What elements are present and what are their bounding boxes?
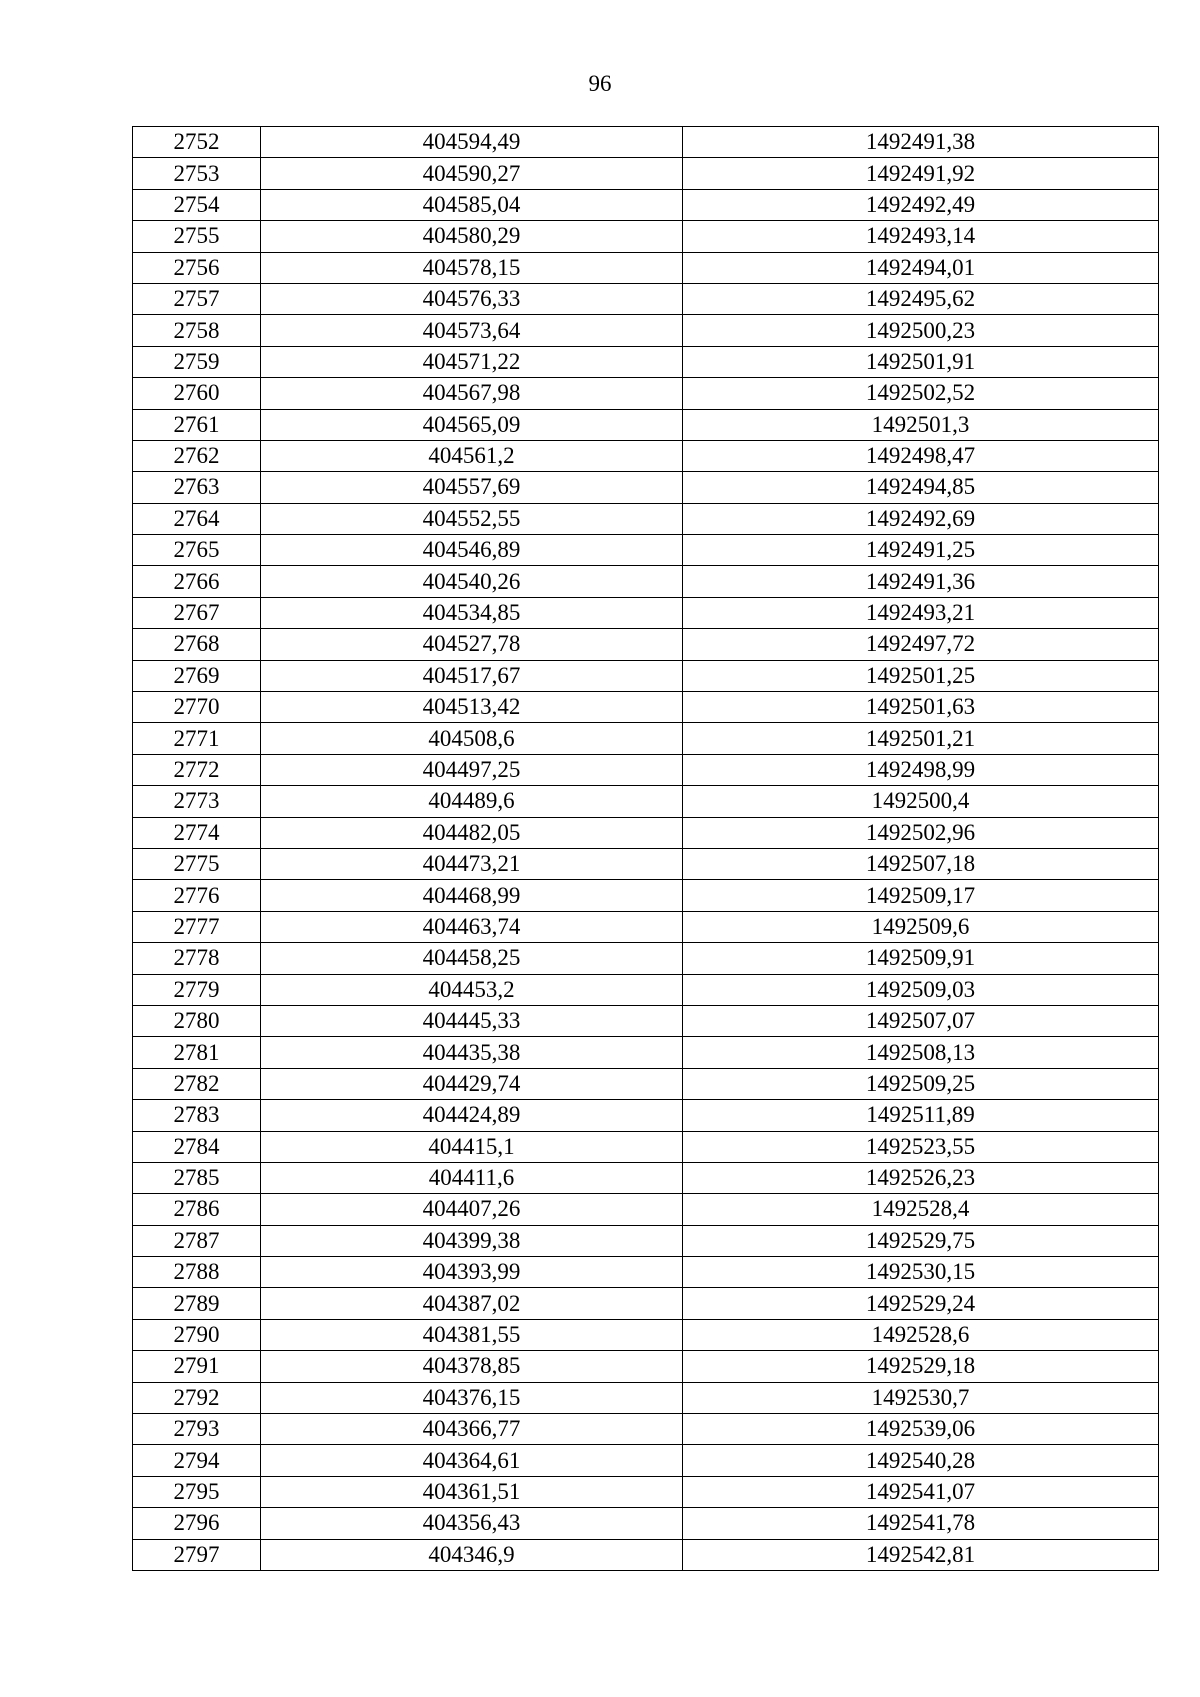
y-coordinate-cell: 1492511,89: [683, 1100, 1159, 1131]
y-coordinate-cell: 1492523,55: [683, 1131, 1159, 1162]
x-coordinate-cell: 404463,74: [261, 911, 683, 942]
table-row: [133, 252, 1159, 283]
point-number-cell: 2794: [133, 1445, 261, 1476]
table-row: [133, 754, 1159, 785]
point-number-cell: 2752: [133, 127, 261, 158]
y-coordinate-cell: 1492501,91: [683, 346, 1159, 377]
y-coordinate-cell: 1492492,49: [683, 189, 1159, 220]
table-row: [133, 378, 1159, 409]
point-number-cell: 2782: [133, 1068, 261, 1099]
table-row: [133, 1257, 1159, 1288]
table-row: [133, 409, 1159, 440]
point-number-cell: 2756: [133, 252, 261, 283]
table-row: [133, 1414, 1159, 1445]
table-row: [133, 692, 1159, 723]
table-row: [133, 221, 1159, 252]
point-number-cell: 2792: [133, 1382, 261, 1413]
point-number-cell: 2755: [133, 221, 261, 252]
x-coordinate-cell: 404585,04: [261, 189, 683, 220]
x-coordinate-cell: 404534,85: [261, 597, 683, 628]
x-coordinate-cell: 404453,2: [261, 974, 683, 1005]
table-row: [133, 1131, 1159, 1162]
x-coordinate-cell: 404513,42: [261, 692, 683, 723]
x-coordinate-cell: 404366,77: [261, 1414, 683, 1445]
y-coordinate-cell: 1492494,01: [683, 252, 1159, 283]
x-coordinate-cell: 404407,26: [261, 1194, 683, 1225]
table-row: [133, 1037, 1159, 1068]
table-row: [133, 1005, 1159, 1036]
x-coordinate-cell: 404557,69: [261, 472, 683, 503]
x-coordinate-cell: 404580,29: [261, 221, 683, 252]
table-row: [133, 1351, 1159, 1382]
x-coordinate-cell: 404497,25: [261, 754, 683, 785]
table-row: [133, 597, 1159, 628]
table-row: [133, 158, 1159, 189]
point-number-cell: 2770: [133, 692, 261, 723]
x-coordinate-cell: 404468,99: [261, 880, 683, 911]
y-coordinate-cell: 1492507,18: [683, 848, 1159, 879]
y-coordinate-cell: 1492507,07: [683, 1005, 1159, 1036]
table-row: [133, 817, 1159, 848]
x-coordinate-cell: 404482,05: [261, 817, 683, 848]
point-number-cell: 2774: [133, 817, 261, 848]
point-number-cell: 2766: [133, 566, 261, 597]
y-coordinate-cell: 1492491,38: [683, 127, 1159, 158]
x-coordinate-cell: 404435,38: [261, 1037, 683, 1068]
x-coordinate-cell: 404552,55: [261, 503, 683, 534]
x-coordinate-cell: 404387,02: [261, 1288, 683, 1319]
x-coordinate-cell: 404378,85: [261, 1351, 683, 1382]
point-number-cell: 2773: [133, 786, 261, 817]
point-number-cell: 2777: [133, 911, 261, 942]
table-row: [133, 1100, 1159, 1131]
x-coordinate-cell: 404424,89: [261, 1100, 683, 1131]
table-row: [133, 315, 1159, 346]
x-coordinate-cell: 404576,33: [261, 283, 683, 314]
y-coordinate-cell: 1492502,96: [683, 817, 1159, 848]
point-number-cell: 2753: [133, 158, 261, 189]
page-number: 96: [588, 71, 612, 96]
x-coordinate-cell: 404376,15: [261, 1382, 683, 1413]
y-coordinate-cell: 1492492,69: [683, 503, 1159, 534]
point-number-cell: 2797: [133, 1539, 261, 1570]
y-coordinate-cell: 1492491,92: [683, 158, 1159, 189]
table-row: [133, 1445, 1159, 1476]
point-number-cell: 2775: [133, 848, 261, 879]
point-number-cell: 2785: [133, 1162, 261, 1193]
point-number-cell: 2779: [133, 974, 261, 1005]
point-number-cell: 2776: [133, 880, 261, 911]
x-coordinate-cell: 404546,89: [261, 535, 683, 566]
y-coordinate-cell: 1492526,23: [683, 1162, 1159, 1193]
y-coordinate-cell: 1492529,24: [683, 1288, 1159, 1319]
y-coordinate-cell: 1492498,99: [683, 754, 1159, 785]
y-coordinate-cell: 1492529,75: [683, 1225, 1159, 1256]
point-number-cell: 2788: [133, 1257, 261, 1288]
y-coordinate-cell: 1492501,21: [683, 723, 1159, 754]
y-coordinate-cell: 1492502,52: [683, 378, 1159, 409]
table-row: [133, 974, 1159, 1005]
y-coordinate-cell: 1492509,17: [683, 880, 1159, 911]
x-coordinate-cell: 404393,99: [261, 1257, 683, 1288]
y-coordinate-cell: 1492541,07: [683, 1476, 1159, 1507]
point-number-cell: 2769: [133, 660, 261, 691]
y-coordinate-cell: 1492509,91: [683, 943, 1159, 974]
y-coordinate-cell: 1492500,23: [683, 315, 1159, 346]
x-coordinate-cell: 404429,74: [261, 1068, 683, 1099]
x-coordinate-cell: 404411,6: [261, 1162, 683, 1193]
y-coordinate-cell: 1492494,85: [683, 472, 1159, 503]
point-number-cell: 2789: [133, 1288, 261, 1319]
table-row: [133, 346, 1159, 377]
x-coordinate-cell: 404458,25: [261, 943, 683, 974]
x-coordinate-cell: 404399,38: [261, 1225, 683, 1256]
table-row: [133, 1476, 1159, 1507]
table-row: [133, 127, 1159, 158]
coordinates-table-body: [133, 127, 1159, 1571]
x-coordinate-cell: 404415,1: [261, 1131, 683, 1162]
table-row: [133, 848, 1159, 879]
x-coordinate-cell: 404346,9: [261, 1539, 683, 1570]
point-number-cell: 2793: [133, 1414, 261, 1445]
x-coordinate-cell: 404571,22: [261, 346, 683, 377]
point-number-cell: 2787: [133, 1225, 261, 1256]
x-coordinate-cell: 404590,27: [261, 158, 683, 189]
y-coordinate-cell: 1492493,21: [683, 597, 1159, 628]
table-row: [133, 1225, 1159, 1256]
point-number-cell: 2758: [133, 315, 261, 346]
table-row: [133, 1162, 1159, 1193]
y-coordinate-cell: 1492540,28: [683, 1445, 1159, 1476]
x-coordinate-cell: 404445,33: [261, 1005, 683, 1036]
x-coordinate-cell: 404517,67: [261, 660, 683, 691]
y-coordinate-cell: 1492528,4: [683, 1194, 1159, 1225]
x-coordinate-cell: 404578,15: [261, 252, 683, 283]
y-coordinate-cell: 1492501,63: [683, 692, 1159, 723]
point-number-cell: 2771: [133, 723, 261, 754]
y-coordinate-cell: 1492509,03: [683, 974, 1159, 1005]
table-row: [133, 1539, 1159, 1570]
point-number-cell: 2790: [133, 1319, 261, 1350]
y-coordinate-cell: 1492509,25: [683, 1068, 1159, 1099]
y-coordinate-cell: 1492497,72: [683, 629, 1159, 660]
table-row: [133, 1068, 1159, 1099]
y-coordinate-cell: 1492500,4: [683, 786, 1159, 817]
y-coordinate-cell: 1492501,25: [683, 660, 1159, 691]
x-coordinate-cell: 404573,64: [261, 315, 683, 346]
table-row: [133, 660, 1159, 691]
point-number-cell: 2780: [133, 1005, 261, 1036]
point-number-cell: 2759: [133, 346, 261, 377]
x-coordinate-cell: 404567,98: [261, 378, 683, 409]
point-number-cell: 2764: [133, 503, 261, 534]
table-row: [133, 472, 1159, 503]
point-number-cell: 2772: [133, 754, 261, 785]
table-row: [133, 629, 1159, 660]
point-number-cell: 2784: [133, 1131, 261, 1162]
point-number-cell: 2763: [133, 472, 261, 503]
y-coordinate-cell: 1492498,47: [683, 440, 1159, 471]
point-number-cell: 2760: [133, 378, 261, 409]
point-number-cell: 2765: [133, 535, 261, 566]
x-coordinate-cell: 404508,6: [261, 723, 683, 754]
table-row: [133, 911, 1159, 942]
table-row: [133, 1194, 1159, 1225]
y-coordinate-cell: 1492539,06: [683, 1414, 1159, 1445]
table-row: [133, 1508, 1159, 1539]
point-number-cell: 2783: [133, 1100, 261, 1131]
y-coordinate-cell: 1492541,78: [683, 1508, 1159, 1539]
point-number-cell: 2795: [133, 1476, 261, 1507]
point-number-cell: 2778: [133, 943, 261, 974]
point-number-cell: 2786: [133, 1194, 261, 1225]
x-coordinate-cell: 404381,55: [261, 1319, 683, 1350]
table-row: [133, 943, 1159, 974]
y-coordinate-cell: 1492530,7: [683, 1382, 1159, 1413]
y-coordinate-cell: 1492508,13: [683, 1037, 1159, 1068]
y-coordinate-cell: 1492542,81: [683, 1539, 1159, 1570]
y-coordinate-cell: 1492491,25: [683, 535, 1159, 566]
y-coordinate-cell: 1492530,15: [683, 1257, 1159, 1288]
y-coordinate-cell: 1492491,36: [683, 566, 1159, 597]
table-row: [133, 566, 1159, 597]
y-coordinate-cell: 1492501,3: [683, 409, 1159, 440]
table-row: [133, 880, 1159, 911]
table-row: [133, 1319, 1159, 1350]
x-coordinate-cell: 404473,21: [261, 848, 683, 879]
table-row: [133, 283, 1159, 314]
point-number-cell: 2781: [133, 1037, 261, 1068]
table-row: [133, 723, 1159, 754]
x-coordinate-cell: 404527,78: [261, 629, 683, 660]
coordinates-table: [132, 126, 1159, 1571]
point-number-cell: 2768: [133, 629, 261, 660]
table-row: [133, 535, 1159, 566]
y-coordinate-cell: 1492495,62: [683, 283, 1159, 314]
table-row: [133, 1288, 1159, 1319]
table-row: [133, 503, 1159, 534]
y-coordinate-cell: 1492493,14: [683, 221, 1159, 252]
point-number-cell: 2767: [133, 597, 261, 628]
point-number-cell: 2762: [133, 440, 261, 471]
y-coordinate-cell: 1492528,6: [683, 1319, 1159, 1350]
x-coordinate-cell: 404561,2: [261, 440, 683, 471]
x-coordinate-cell: 404565,09: [261, 409, 683, 440]
x-coordinate-cell: 404356,43: [261, 1508, 683, 1539]
y-coordinate-cell: 1492529,18: [683, 1351, 1159, 1382]
point-number-cell: 2796: [133, 1508, 261, 1539]
table-row: [133, 1382, 1159, 1413]
x-coordinate-cell: 404361,51: [261, 1476, 683, 1507]
point-number-cell: 2791: [133, 1351, 261, 1382]
x-coordinate-cell: 404540,26: [261, 566, 683, 597]
y-coordinate-cell: 1492509,6: [683, 911, 1159, 942]
x-coordinate-cell: 404489,6: [261, 786, 683, 817]
table-row: [133, 440, 1159, 471]
table-row: [133, 189, 1159, 220]
x-coordinate-cell: 404594,49: [261, 127, 683, 158]
table-row: [133, 786, 1159, 817]
point-number-cell: 2754: [133, 189, 261, 220]
x-coordinate-cell: 404364,61: [261, 1445, 683, 1476]
point-number-cell: 2761: [133, 409, 261, 440]
point-number-cell: 2757: [133, 283, 261, 314]
